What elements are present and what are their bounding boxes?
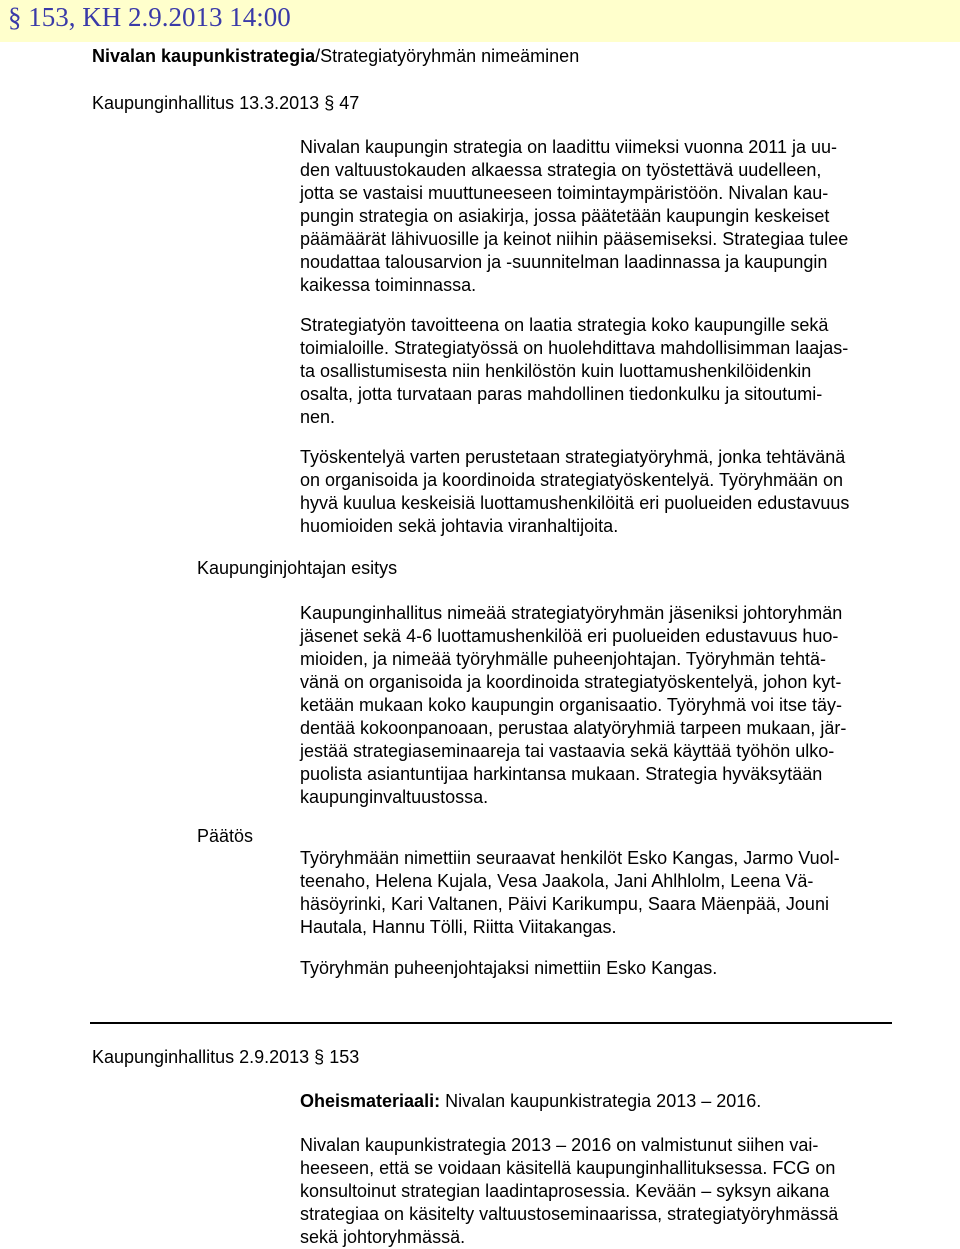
meeting-reference-2: Kaupunginhallitus 2.9.2013 § 153	[92, 1047, 360, 1067]
text-line: Kaupunginhallitus nimeää strategiatyöryhmän jäseniksi johtoryhmän	[300, 603, 843, 623]
text-line: Työryhmään nimettiin seuraavat henkilöt Esko Kangas, Jarmo Vuol-	[300, 848, 840, 868]
text-line: Työskentelyä varten perustetaan strategiatyöryhmä, jonka tehtävänä	[300, 447, 846, 467]
title-bold: Nivalan kaupunkistrategia	[92, 46, 316, 66]
attachment-text: Nivalan kaupunkistrategia 2013 – 2016.	[440, 1091, 762, 1111]
text-line: ta osallistumisesta niin henkilöstön kuin luottamushenkilöidenkin	[300, 361, 812, 381]
paragraph-1	[300, 136, 848, 297]
text-line: konsultoinut strategian laadintaprosessia. Kevään – syksyn aikana	[300, 1181, 830, 1201]
section-header: § 153, KH 2.9.2013 14:00	[8, 2, 291, 32]
text-line: den valtuustokauden alkaessa strategia on työstettävä uudelleen,	[300, 160, 822, 180]
text-line: Strategiatyön tavoitteena on laatia strategia koko kaupungille sekä	[300, 315, 829, 335]
text-line: toimialoille. Strategiatyössä on huolehdittava mahdollisimman laajas-	[300, 338, 849, 358]
text-line: Nivalan kaupungin strategia on laadittu viimeksi vuonna 2011 ja uu-	[300, 137, 838, 157]
attachment-label: Oheismateriaali:	[300, 1091, 441, 1111]
title-rest: /Strategiatyöryhmän nimeäminen	[315, 46, 580, 66]
side-heading-esitys: Kaupunginjohtajan esitys	[197, 558, 398, 578]
text-line: strategiaa on käsitelty valtuustoseminaarissa, strategiatyöryhmässä	[300, 1204, 839, 1224]
paragraph-3	[300, 446, 849, 538]
header-bar	[0, 0, 960, 42]
paragraph-7	[300, 1134, 838, 1249]
text-line: jestää strategiaseminaareja tai vastaavia sekä käyttää työhön ulko-	[300, 741, 835, 761]
text-line: pungin strategia on asiakirja, jossa päätetään kaupungin keskeiset	[300, 206, 830, 226]
text-line: Nivalan kaupunkistrategia 2013 – 2016 on valmistunut siihen vai-	[300, 1135, 819, 1155]
paragraph-4	[300, 602, 846, 809]
paragraph-6	[300, 957, 717, 980]
text-line: huomioiden sekä johtavia viranhaltijoita.	[300, 516, 619, 536]
text-line: dentää kokoonpanoaan, perustaa alatyöryhmiä tarpeen mukaan, jär-	[300, 718, 847, 738]
attachment-line	[300, 1090, 761, 1113]
text-line: kaikessa toiminnassa.	[300, 275, 477, 295]
text-line: Työryhmän puheenjohtajaksi nimettiin Esko Kangas.	[300, 958, 718, 978]
text-line: vänä on organisoida ja koordinoida strategiatyöskentelyä, johon kyt-	[300, 672, 842, 692]
text-line: puolista asiantuntijaa harkintansa mukaan. Strategia hyväksytään	[300, 764, 823, 784]
text-line: ketään mukaan koko kaupungin organisaatio. Työryhmä voi itse täy-	[300, 695, 842, 715]
text-line: jäsenet sekä 4-6 luottamushenkilöä eri puolueiden edustavuus huo-	[300, 626, 839, 646]
text-line: päämäärät lähivuosille ja keinot niihin pääsemiseksi. Strategiaa tulee	[300, 229, 849, 249]
paragraph-2	[300, 314, 848, 429]
paragraph-5	[300, 847, 840, 939]
text-line: noudattaa talousarvion ja -suunnitelman laadinnassa ja kaupungin	[300, 252, 828, 272]
side-heading-paatos: Päätös	[197, 826, 254, 846]
text-line: jotta se vastaisi muuttuneeseen toimintaympäristöön. Nivalan kau-	[300, 183, 829, 203]
meeting-reference-1: Kaupunginhallitus 13.3.2013 § 47	[92, 93, 360, 113]
text-line: sekä johtoryhmässä.	[300, 1227, 466, 1247]
text-line: teenaho, Helena Kujala, Vesa Jaakola, Jani Ahlhlolm, Leena Vä-	[300, 871, 814, 891]
text-line: mioiden, ja nimeää työryhmälle puheenjohtajan. Työryhmän tehtä-	[300, 649, 826, 669]
text-line: osalta, jotta turvataan paras mahdollinen tiedonkulku ja sitoutumi-	[300, 384, 823, 404]
text-line: Hautala, Hannu Tölli, Riitta Viitakangas.	[300, 917, 617, 937]
text-line: häsöyrinki, Kari Valtanen, Päivi Karikumpu, Saara Mäenpää, Jouni	[300, 894, 829, 914]
text-line: kaupunginvaltuustossa.	[300, 787, 489, 807]
divider	[90, 1022, 892, 1024]
text-line: nen.	[300, 407, 336, 427]
text-line: hyvä kuulua keskeisiä luottamushenkilöitä eri puolueiden edustavuus	[300, 493, 850, 513]
text-line: heeseen, että se voidaan käsitellä kaupunginhallituksessa. FCG on	[300, 1158, 836, 1178]
document-title	[92, 46, 579, 67]
text-line: on organisoida ja koordinoida strategiatyöskentelyä. Työryhmään on	[300, 470, 844, 490]
